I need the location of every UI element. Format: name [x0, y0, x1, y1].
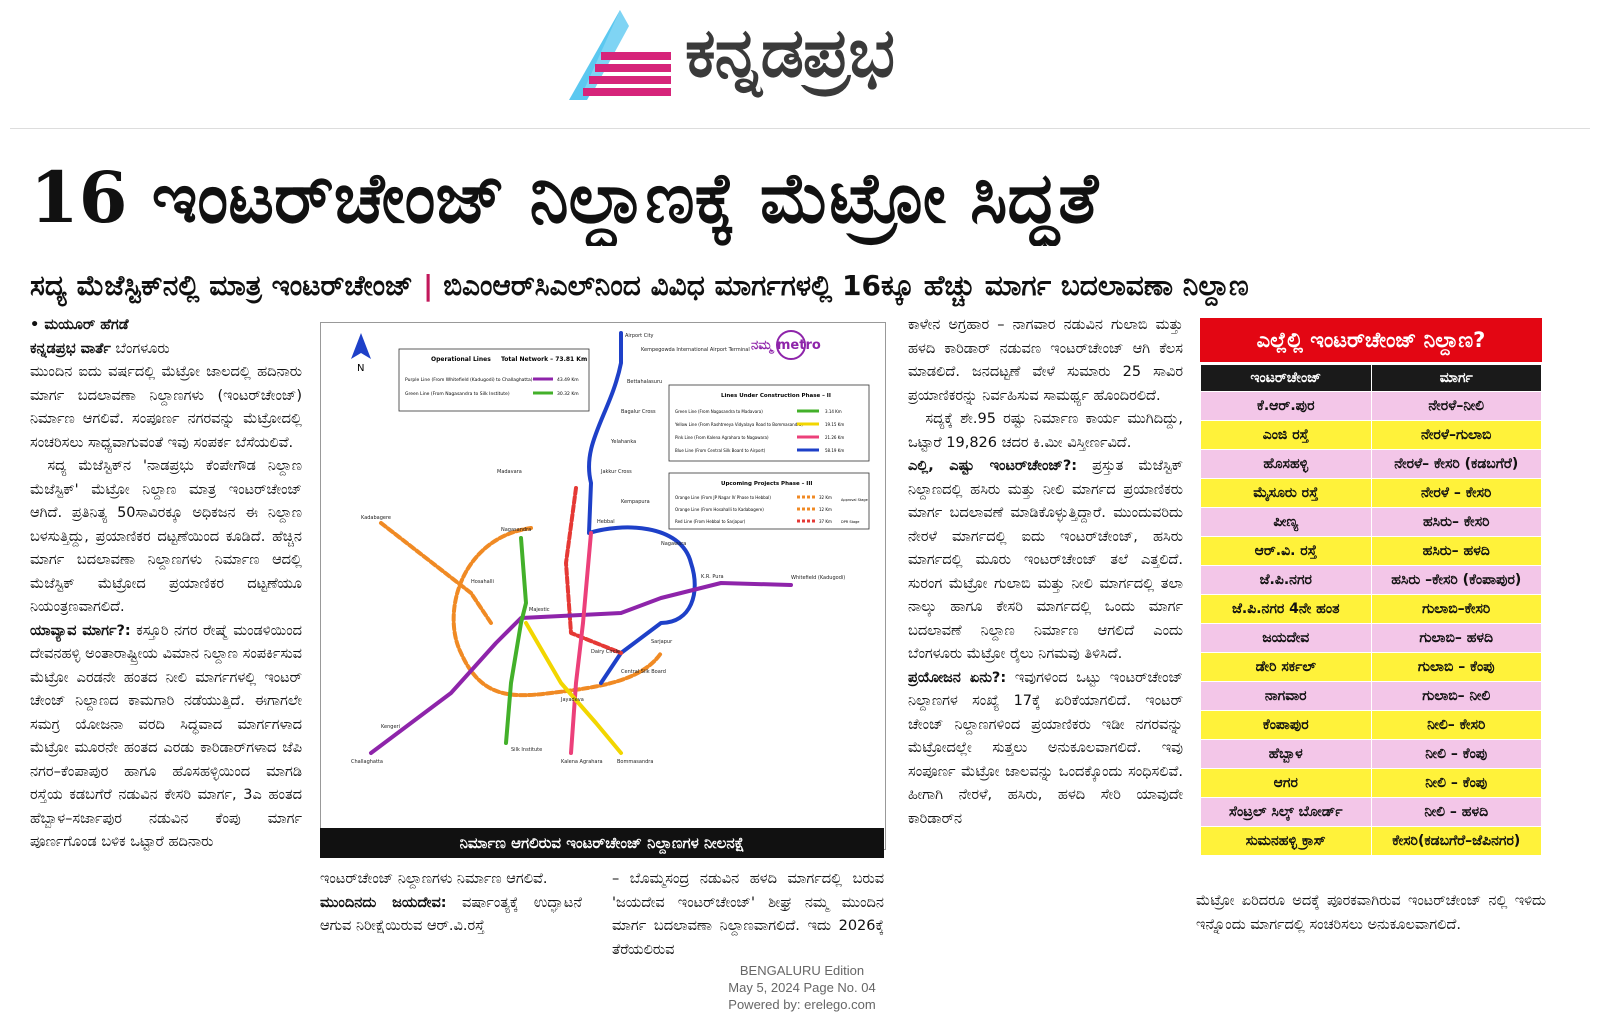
article-column-3 — [612, 868, 884, 958]
interchange-route: ಗುಲಾಬಿ– ಹಳದಿ — [1371, 624, 1542, 653]
station-label: Kempapura — [621, 499, 650, 505]
interchange-route: ನೇರಳೆ – ಕೇಸರಿ — [1371, 479, 1542, 508]
interchange-name: ಆರ್.ವಿ. ರಸ್ತೆ — [1201, 537, 1372, 566]
page-footer — [620, 962, 984, 1013]
subhead: ಎಲ್ಲಿ, ಎಷ್ಟು ಇಂಟರ್‌ಚೇಂಜ್?: — [908, 458, 1078, 474]
station-label: Madavara — [497, 469, 522, 475]
paragraph: ಮೆಟ್ರೋ ಏರಿದರೂ ಅದಕ್ಕೆ ಪೂರಕವಾಗಿರುವ ಇಂಟರ್‌ಚೇಂಜ್ ನಲ್ಲಿ ಇಳಿದು ಇನ್ನೊಂದು ಮಾರ್ಗದಲ್ಲಿ ಸಂಚರಿಸಲು ಅನುಕೂಲವಾಗಲಿದೆ. — [1196, 893, 1546, 933]
metro-brand: ನಮ್ಮ metro — [751, 338, 821, 353]
metro-network-map — [320, 322, 886, 850]
svg-text:3.14 Km: 3.14 Km — [825, 409, 842, 414]
svg-text:Green Line (From Nagasandra to: Green Line (From Nagasandra to Madavara) — [675, 409, 763, 414]
station-label: Jakkur Cross — [601, 469, 632, 475]
table-row — [1201, 479, 1542, 508]
station-label: Kadabagere — [361, 515, 392, 521]
subhead: ಪ್ರಯೋಜನ ಏನು?: — [908, 669, 1007, 686]
legend-item-label: Purple Line (From Whitefield (Kadugodi) to Challaghatta) — [405, 378, 533, 383]
green-line — [506, 538, 526, 743]
svg-text:DPR Stage: DPR Stage — [841, 520, 860, 524]
station-label: Airport City — [625, 333, 654, 339]
subheadline-separator: | — [422, 269, 434, 302]
interchange-name: ಸೆಂಟ್ರಲ್ ಸಿಲ್ಕ್ ಬೋರ್ಡ್ — [1201, 798, 1372, 827]
svg-text:Blue Line (From Central Silk B: Blue Line (From Central Silk Board to Airport) — [675, 448, 766, 453]
svg-text:37 Km: 37 Km — [819, 519, 832, 524]
interchange-name: ಹೊಸಹಳ್ಳಿ — [1201, 450, 1372, 479]
station-label: Kengeri — [381, 724, 400, 730]
station-label: Central Silk Board — [621, 669, 666, 675]
table-row — [1201, 392, 1542, 421]
interchange-name: ಕೆಂಪಾಪುರ — [1201, 711, 1372, 740]
svg-text:58.19 Km: 58.19 Km — [825, 448, 845, 453]
interchange-route: ನೀಲಿ – ಕೆಂಪು — [1371, 740, 1542, 769]
legend-operational-title: Operational Lines — [431, 356, 491, 363]
subhead: ಯಾವ್ಯಾವ ಮಾರ್ಗ?: — [30, 622, 131, 639]
interchange-route: ಕೇಸರಿ(ಕಡಬಗೆರೆ–ಜೆಪಿನಗರ) — [1371, 827, 1542, 856]
powered-by-link[interactable]: Powered by: erelego.com — [728, 997, 876, 1012]
interchange-route: ಗುಲಾಬಿ– ನೀಲಿ — [1371, 682, 1542, 711]
headline: 16 ಇಂಟರ್‌ಚೇಂಜ್ ನಿಲ್ದಾಣಕ್ಕೆ ಮೆಟ್ರೋ ಸಿದ್ಧತೆ — [30, 156, 1099, 239]
station-label: Majestic — [529, 607, 550, 613]
paragraph: ಎಲ್ಲಿ, ಎಷ್ಟು ಇಂಟರ್‌ಚೇಂಜ್?: ಪ್ರಸ್ತುತ ಮೆಜೆಸ್ಟಿಕ್ ನಿಲ್ದಾಣದಲ್ಲಿ ಹಸಿರು ಮತ್ತು ನೀಲಿ ಮಾರ್ಗದ ಪ್ರಯಾಣಿಕರು ಮಾರ್ಗ ಬದಲಾವಣೆ ಮಾಡಿಕೊಳ್ಳುತ್ತಿದ್ದಾರೆ. ಮುಂದುವರಿದು ನೇರಳೆ ಮಾರ್ಗದಲ್ಲಿ ಐದು ಇಂಟರ್‌ಚೇಂಜ್, ಹಸಿರು ಮಾರ್ಗದಲ್ಲಿ ಮೂರು ಇಂಟರ್‌ಚೇಂಜ್ ತಲೆ ಎತ್ತಲಿದೆ. ಸುರಂಗ ಮೆಟ್ರೋ ಗುಲಾಬಿ ಮತ್ತು ನೀಲಿ ಮಾರ್ಗದಲ್ಲಿ ತಲಾ ನಾಲ್ಕು ಹಾಗೂ ಕೇಸರಿ ಮಾರ್ಗದಲ್ಲಿ ಒಂದು ಮಾರ್ಗ ಬದಲಾವಣೆ ನಿಲ್ದಾಣ ನಿರ್ಮಾಣ ಆಗಲಿದೆ ಎಂದು ಬೆಂಗಳೂರು ಮೆಟ್ರೋ ರೈಲು ನಿಗಮವು ತಿಳಿಸಿದೆ. — [908, 458, 1183, 662]
station-label: Nagawara — [661, 541, 687, 547]
paragraph: ಯಾವ್ಯಾವ ಮಾರ್ಗ?: ಕಸ್ತೂರಿ ನಗರ ರೇಷ್ಮೆ ಮಂಡಳಿಯಿಂದ ದೇವನಹಳ್ಳಿ ಅಂತಾರಾಷ್ಟ್ರೀಯ ವಿಮಾನ ನಿಲ್ದಾಣ ಸಂಪರ್ಕಿಸುವ ಮೆಟ್ರೋ ಎರಡನೇ ಹಂತದ ನೀಲಿ ಮಾರ್ಗಗಳಲ್ಲಿ ಇಂಟರ್ ಚೇಂಜ್ ನಿಲ್ದಾಣದ ಕಾಮಗಾರಿ ನಡೆಯುತ್ತಿದೆ. ಈಗಾಗಲೇ ಸಮಗ್ರ ಯೋಜನಾ ವರದಿ ಸಿದ್ಧವಾದ ಮಾರ್ಗಗಳಾದ ಮೆಟ್ರೋ ಮೂರನೇ ಹಂತದ ಎರಡು ಕಾರಿಡಾರ್‌ಗಳಾದ ಜೆಪಿ ನಗರ–ಕೆಂಪಾಪುರ ಹಾಗೂ ಹೊಸಹಳ್ಳಿಯಿಂದ ಮಾಗಡಿ ರಸ್ತೆಯ ಕಡಬಗೆರೆ ನಡುವಿನ ಕೇಸರಿ ಮಾರ್ಗ, 3ಎ ಹಂತದ ಹೆಬ್ಬಾಳ–ಸರ್ಜಾಪುರ ನಡುವಿನ ಕೆಂಪು ಮಾರ್ಗ ಪೂರ್ಣಗೊಂಡ ಬಳಿಕ ಒಟ್ಟಾರೆ ಹದಿನಾರು — [30, 622, 302, 850]
svg-text:32 Km: 32 Km — [819, 495, 832, 500]
interchange-name: ಸುಮನಹಳ್ಳಿ ಕ್ರಾಸ್ — [1201, 827, 1372, 856]
table-row — [1201, 537, 1542, 566]
interchange-route: ಹಸಿರು– ಹಳದಿ — [1371, 537, 1542, 566]
table-row — [1201, 682, 1542, 711]
svg-text:Red Line (From Hebbal to Sarja: Red Line (From Hebbal to Sarjapur) — [675, 519, 746, 524]
svg-text:Orange Line (From JP Nagar IV: Orange Line (From JP Nagar IV Phase to Hebbal) — [675, 495, 771, 500]
paragraph: ಕಾಳೇನ ಅಗ್ರಹಾರ – ನಾಗವಾರ ನಡುವಿನ ಗುಲಾಬಿ ಮತ್ತು ಹಳದಿ ಕಾರಿಡಾರ್ ನಡುವಣ ಇಂಟರ್‌ಚೇಂಜ್ ಆಗಿ ಕೆಲಸ ಮಾಡಲಿದೆ. ಜನದಟ್ಟಣೆ ವೇಳೆ ಸುಮಾರು 25 ಸಾವಿರ ಪ್ರಯಾಣಿಕರನ್ನು ನಿರ್ವಹಿಸುವ ಸಾಮರ್ಥ್ಯ ಹೊಂದಿರಲಿದೆ. — [908, 317, 1183, 404]
place-name: ಬೆಂಗಳೂರು — [115, 340, 170, 357]
station-label: Jayadeva — [561, 697, 584, 703]
station-label: Bettahalasuru — [627, 379, 663, 385]
article-column-5 — [1196, 890, 1546, 960]
legend-item-label: Green Line (From Nagasandra to Silk Institute) — [405, 392, 510, 397]
legend-operational — [399, 349, 589, 411]
station-label: Nagasandra — [501, 527, 532, 533]
interchange-table-title: ಎಲ್ಲೆಲ್ಲಿ ಇಂಟರ್‌ಚೇಂಜ್ ನಿಲ್ದಾಣ? — [1200, 318, 1542, 362]
paragraph: ಮುಂದಿನ ಐದು ವರ್ಷದಲ್ಲಿ ಮೆಟ್ರೋ ಜಾಲದಲ್ಲಿ ಹದಿನಾರು ಮಾರ್ಗ ಬದಲಾವಣಾ ನಿಲ್ದಾಣಗಳು (ಇಂಟರ್‌ಚೇಂಜ್) ನಿರ್ಮಾಣ ಆಗಲಿವೆ. ಸಂಪೂರ್ಣ ನಗರವನ್ನು ಮೆಟ್ರೋದಲ್ಲಿ ಸಂಚರಿಸಲು ಸಾಧ್ಯವಾಗುವಂತೆ ಇವು ಸಂಪರ್ಕ ಬೆಸೆಯಲಿವೆ. — [30, 364, 302, 451]
subheadline-right: ಬಿಎಂಆರ್‌ಸಿಎಲ್‌ನಿಂದ ವಿವಿಧ ಮಾರ್ಗಗಳಲ್ಲಿ 16ಕ್ಕೂ ಹೆಚ್ಚು ಮಾರ್ಗ ಬದಲಾವಣಾ ನಿಲ್ದಾಣ — [443, 269, 1249, 302]
subheadline-left: ಸದ್ಯ ಮೆಜೆಸ್ಟಿಕ್‌ನಲ್ಲಿ ಮಾತ್ರ ಇಂಟರ್‌ಚೇಂಜ್ — [30, 269, 413, 302]
interchange-name: ಜೆ.ಪಿ.ನಗರ — [1201, 566, 1372, 595]
interchange-name: ಹೆಬ್ಬಾಳ — [1201, 740, 1372, 769]
interchange-name: ಕೆ.ಆರ್.ಪುರ — [1201, 392, 1372, 421]
interchange-route: ನೇರಳೆ–ಗುಲಾಬಿ — [1371, 421, 1542, 450]
station-label: Challaghatta — [351, 759, 383, 765]
legend-total-network: Total Network – 73.81 Km — [501, 356, 588, 363]
paragraph: ಸದ್ಯ ಮೆಜೆಸ್ಟಿಕ್‌ನ 'ನಾಡಪ್ರಭು ಕೆಂಪೇಗೌಡ ನಿಲ್ದಾಣ ಮೆಜೆಸ್ಟಿಕ್' ಮೆಟ್ರೋ ನಿಲ್ದಾಣ ಮಾತ್ರ ಇಂಟರ್‌ಚೇಂಜ್ ಆಗಿದೆ. ಪ್ರತಿನಿತ್ಯ 50ಸಾವಿರಕ್ಕೂ ಅಧಿಕಜನ ಈ ನಿಲ್ದಾಣ ಬಳಸುತ್ತಿದ್ದು, ಪ್ರಯಾಣಿಕರ ದಟ್ಟಣೆಯಿಂದ ಕೂಡಿದೆ. ಹೆಚ್ಚಿನ ಮಾರ್ಗ ಬದಲಾವಣಾ ನಿಲ್ದಾಣಗಳು ನಿರ್ಮಾಣ ಆದಲ್ಲಿ ಮೆಜೆಸ್ಟಿಕ್ ಮೆಟ್ರೋದ ಪ್ರಯಾಣಿಕರ ದಟ್ಟಣೆಯೂ ನಿಯಂತ್ರಣವಾಗಲಿದೆ. — [30, 458, 302, 615]
station-label: Kalena Agrahara — [561, 759, 603, 765]
legend-under-construction — [669, 385, 869, 461]
interchange-name: ಎಂಜಿ ರಸ್ತೆ — [1201, 421, 1372, 450]
north-label: N — [357, 363, 365, 374]
purple-line — [371, 583, 791, 753]
station-label: Dairy Circle — [591, 649, 620, 655]
station-label: Silk Institute — [511, 747, 543, 753]
svg-text:Orange Line (From Hosahalli to: Orange Line (From Hosahalli to Kadabagere) — [675, 507, 764, 512]
table-row — [1201, 450, 1542, 479]
station-label: Bagalur Cross — [621, 409, 656, 415]
svg-text:Approval Stage: Approval Stage — [841, 498, 868, 502]
station-label: Kempegowda International Airport Terminal — [641, 347, 750, 353]
interchange-name: ಪೀಣ್ಯ — [1201, 508, 1372, 537]
svg-text:12 Km: 12 Km — [819, 507, 832, 512]
author-byline: • ಮಯೂರ್ ಹೆಗಡೆ — [30, 317, 129, 333]
paragraph: ಮುಂದಿನದು ಜಯದೇವ: ವರ್ಷಾಂತ್ಯಕ್ಕೆ ಉದ್ಘಾಟನೆ ಆಗುವ ನಿರೀಕ್ಷೆಯಿರುವ ಆರ್.ವಿ.ರಸ್ತೆ — [320, 894, 582, 934]
paragraph: ಇಂಟರ್‌ಚೇಂಜ್ ನಿಲ್ದಾಣಗಳು ನಿರ್ಮಾಣ ಆಗಲಿವೆ. — [320, 871, 548, 887]
station-label: Hosahalli — [471, 579, 494, 585]
table-row — [1201, 711, 1542, 740]
interchange-route: ಗುಲಾಬಿ–ಕೇಸರಿ — [1371, 595, 1542, 624]
interchange-route: ಗುಲಾಬಿ – ಕೆಂಪು — [1371, 653, 1542, 682]
orange-line-west — [381, 523, 491, 623]
kannada-prabha-logo-icon — [565, 8, 675, 103]
interchange-route: ನೀಲಿ – ಹಳದಿ — [1371, 798, 1542, 827]
paragraph: ಪ್ರಯೋಜನ ಏನು?: ಇವುಗಳಿಂದ ಒಟ್ಟು ಇಂಟರ್‌ಚೇಂಜ್ ನಿಲ್ದಾಣಗಳ ಸಂಖ್ಯೆ 17ಕ್ಕೆ ಏರಿಕೆಯಾಗಲಿದೆ. ಇಂಟರ್ ಚೇಂಜ್ ನಿಲ್ದಾಣಗಳಿಂದ ಪ್ರಯಾಣಿಕರು ಇಡೀ ನಗರವನ್ನು ಮೆಟ್ರೋದಲ್ಲೇ ಸುತ್ತಲು ಅನುಕೂಲವಾಗಲಿದೆ. ಇವು ಸಂಪೂರ್ಣ ಮೆಟ್ರೋ ಜಾಲವನ್ನು ಒಂದಕ್ಕೊಂದು ಸಂಧಿಸಲಿವೆ. ಹೀಗಾಗಿ ನೇರಳೆ, ಹಸಿರು, ಹಳದಿ ಸೇರಿ ಯಾವುದೇ ಕಾರಿಡಾರ್‌ನ — [908, 669, 1183, 827]
namma-metro-logo-icon — [751, 331, 821, 359]
legend-item-km: 43.49 Km — [557, 378, 579, 383]
station-label: Hebbal — [597, 519, 615, 525]
table-row — [1201, 653, 1542, 682]
masthead-name: ಕನ್ನಡಪ್ರಭ — [685, 14, 894, 93]
subhead: ಮುಂದಿನದು ಜಯದೇವ: — [320, 894, 447, 911]
table-row — [1201, 421, 1542, 450]
table-row — [1201, 827, 1542, 856]
station-label: Yelahanka — [611, 439, 637, 445]
svg-text:Pink Line (From Kalena Agrahar: Pink Line (From Kalena Agrahara to Nagawara) — [675, 435, 769, 440]
table-row — [1201, 740, 1542, 769]
map-caption: ನಿರ್ಮಾಣ ಆಗಲಿರುವ ಇಂಟರ್‌ಚೇಂಜ್ ನಿಲ್ದಾಣಗಳ ನೀಲನಕ್ಷೆ — [320, 828, 884, 858]
subheadline — [30, 264, 1590, 308]
interchange-route: ನೇರಳೆ–ನೀಲಿ — [1371, 392, 1542, 421]
article-column-1 — [30, 314, 302, 954]
pink-line — [571, 533, 591, 753]
interchange-route: ಹಸಿರು –ಕೇಸರಿ (ಕೆಂಪಾಪುರ) — [1371, 566, 1542, 595]
table-header-row — [1201, 365, 1542, 392]
table-row — [1201, 566, 1542, 595]
legend-up-title: Upcoming Projects Phase – III — [721, 481, 813, 487]
paragraph: ಸದ್ಯಕ್ಕೆ ಶೇ.95 ರಷ್ಟು ನಿರ್ಮಾಣ ಕಾರ್ಯ ಮುಗಿದಿದ್ದು, ಒಟ್ಟಾರೆ 19,826 ಚದರ ಕಿ.ಮೀ ವಿಸ್ತೀರ್ಣವಿದೆ. — [908, 411, 1183, 451]
svg-text:Yellow Line (From Rashtreeya V: Yellow Line (From Rashtreeya Vidyalaya Road to Bommasandra) — [675, 422, 803, 427]
paragraph: – ಬೊಮ್ಮಸಂದ್ರ ನಡುವಿನ ಹಳದಿ ಮಾರ್ಗದಲ್ಲಿ ಬರುವ 'ಜಯದೇವ ಇಂಟರ್‌ಚೇಂಜ್' ಶೀಘ್ರ ನಮ್ಮ ಮುಂದಿನ ಮಾರ್ಗ ಬದಲಾವಣಾ ನಿಲ್ದಾಣವಾಗಲಿದೆ. ಇದು 2026ಕ್ಕೆ ತೆರೆಯಲಿರುವ — [612, 871, 884, 958]
masthead-divider — [10, 128, 1590, 129]
interchange-name: ಡೇರಿ ಸರ್ಕಲ್ — [1201, 653, 1372, 682]
svg-text:19.15 Km: 19.15 Km — [825, 422, 845, 427]
interchange-name: ನಾಗವಾರ — [1201, 682, 1372, 711]
station-label: K.R. Pura — [701, 574, 724, 580]
table-row — [1201, 798, 1542, 827]
table-header: ಮಾರ್ಗ — [1371, 365, 1542, 392]
station-label: Whitefield (Kadugodi) — [791, 575, 846, 581]
north-arrow-icon — [351, 333, 371, 374]
table-row — [1201, 769, 1542, 798]
interchange-table — [1200, 364, 1542, 856]
legend-uc-title: Lines Under Construction Phase – II — [721, 393, 831, 399]
table-row — [1201, 508, 1542, 537]
interchange-route: ನೀಲಿ – ಕೆಂಪು — [1371, 769, 1542, 798]
interchange-name: ಆಗರ — [1201, 769, 1372, 798]
interchange-route: ನೀಲಿ– ಕೇಸರಿ — [1371, 711, 1542, 740]
article-column-2 — [320, 868, 582, 958]
edition-label: BENGALURU Edition — [739, 963, 865, 978]
interchange-route: ನೇರಳೆ– ಕೇಸರಿ (ಕಡಬಗೆರೆ) — [1371, 450, 1542, 479]
dateline — [30, 338, 302, 362]
table-row — [1201, 624, 1542, 653]
table-row — [1201, 595, 1542, 624]
interchange-name: ಮೈಸೂರು ರಸ್ತೆ — [1201, 479, 1372, 508]
article-column-4 — [908, 314, 1183, 958]
source-name: ಕನ್ನಡಪ್ರಭ ವಾರ್ತೆ — [30, 340, 111, 357]
red-line — [566, 488, 621, 653]
legend-item-km: 30.32 Km — [557, 392, 579, 397]
station-label: Sarjapur — [651, 639, 673, 645]
station-label: Bommasandra — [617, 759, 654, 765]
svg-text:21.26 Km: 21.26 Km — [825, 435, 845, 440]
interchange-route: ಹಸಿರು– ಕೇಸರಿ — [1371, 508, 1542, 537]
interchange-name: ಜಯದೇವ — [1201, 624, 1372, 653]
table-header: ಇಂಟರ್‌ಚೇಂಜ್ — [1201, 365, 1372, 392]
interchange-name: ಜೆ.ಪಿ.ನಗರ 4ನೇ ಹಂತ — [1201, 595, 1372, 624]
date-page-label: May 5, 2024 Page No. 04 — [728, 980, 876, 995]
legend-upcoming — [669, 473, 869, 529]
